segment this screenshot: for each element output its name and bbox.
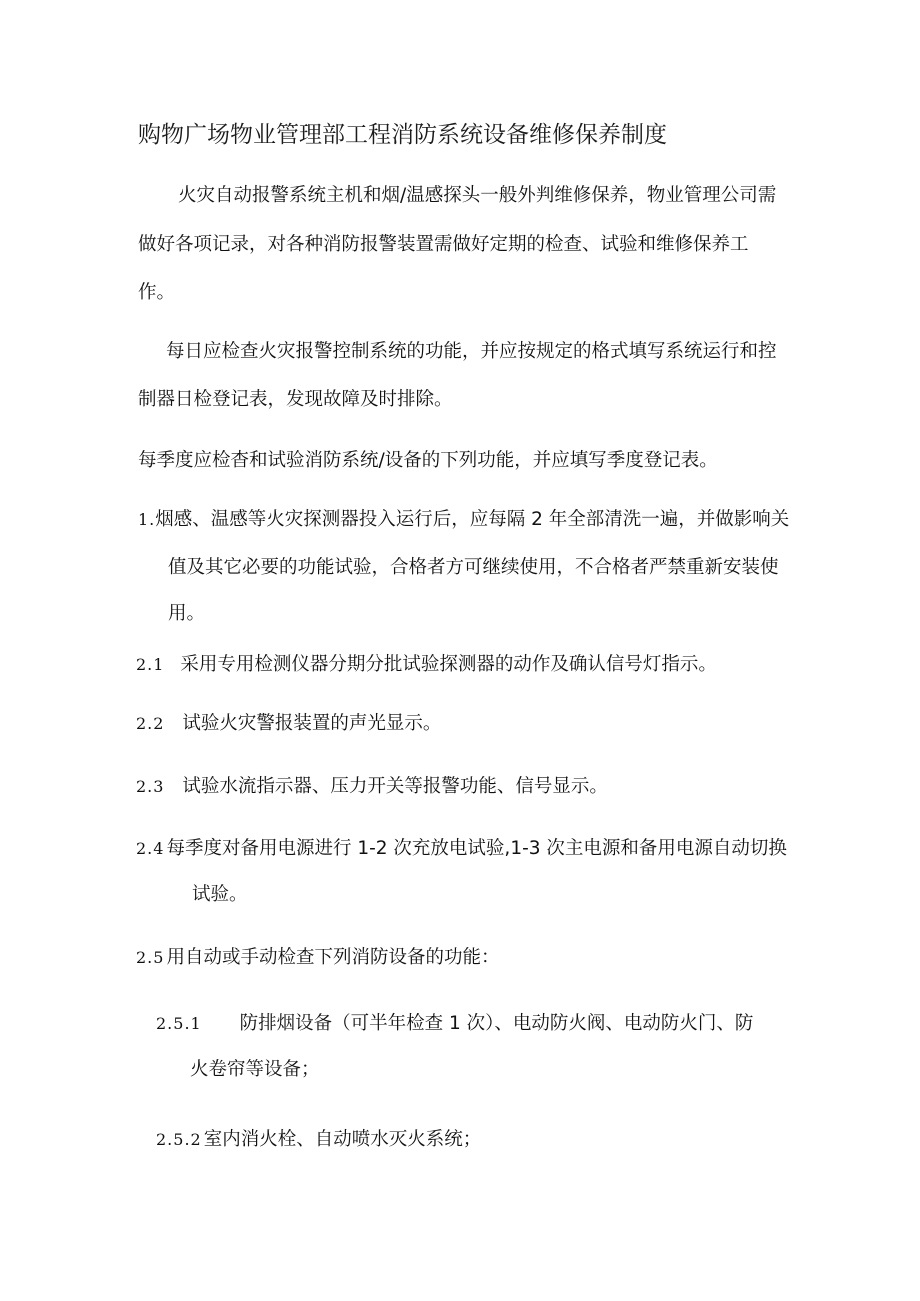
intro-line-2: 做好各项记录，对各种消防报警装置需做好定期的检查、试验和维修保养工 [138, 234, 749, 255]
item-2-2-text: 试验火灾警报装置的声光显示。 [182, 713, 442, 734]
item-1-line-2: 值及其它必要的功能试验，合格者方可继续使用，不合格者严禁重新安装使 [168, 557, 779, 578]
item-2-4-text: 每季度对备用电源进行 1-2 次充放电试验,1-3 次主电源和备用电源自动切换 [166, 838, 787, 859]
item-2-5-1-line-1 [156, 1009, 753, 1039]
document-title: 购物广场物业管理部工程消防系统设备维修保养制度 [138, 122, 667, 148]
intro-line-3: 作。 [138, 282, 176, 303]
daily-line-1: 每日应检查火灾报警控制系统的功能，并应按规定的格式填写系统运行和控 [166, 341, 777, 362]
item-2-5-1-line-2: 火卷帘等设备； [190, 1059, 320, 1080]
item-2-1 [136, 650, 717, 680]
item-2-5-2-number: 2.5.2 [156, 1130, 202, 1149]
item-2-5-2-text: 室内消火栓、自动喷水灭火系统； [203, 1129, 482, 1150]
item-2-5-text: 用自动或手动检查下列消防设备的功能： [166, 947, 500, 968]
item-2-2 [136, 709, 441, 739]
item-2-5-1-text: 防排烟设备（可半年检查 1 次）、电动防火阀、电动防火门、防 [239, 1013, 754, 1034]
item-1-line-3: 用。 [168, 603, 206, 624]
intro-line-1: 火灾自动报警系统主机和烟/温感探头一般外判维修保养，物业管理公司需 [178, 185, 777, 206]
quarterly-intro: 每季度应检杳和试验消防系统/设备的下列功能，并应填写季度登记表。 [138, 450, 718, 471]
item-2-5-2 [156, 1125, 481, 1155]
item-2-4-line-1 [136, 834, 787, 864]
item-2-1-number: 2.1 [136, 655, 165, 674]
item-2-4-number: 2.4 [136, 839, 165, 858]
item-2-3-text: 试验水流指示器、压力开关等报警功能、信号显示。 [182, 776, 608, 797]
item-1-text: 烟感、温感等火灾探测器投入运行后，应每隔 2 年全部清洗一遍，并做影响关 [155, 509, 790, 530]
item-2-5-number: 2.5 [136, 948, 165, 967]
item-1-line-1 [138, 505, 789, 535]
item-2-3-number: 2.3 [136, 777, 165, 796]
item-2-4-line-2: 试验。 [192, 884, 248, 905]
daily-line-2: 制器日检登记表，发现故障及时排除。 [138, 389, 453, 410]
item-2-5 [136, 943, 499, 973]
item-2-1-text: 采用专用检测仪器分期分批试验探测器的动作及确认信号灯指示。 [180, 654, 717, 675]
item-2-3 [136, 772, 608, 802]
item-2-2-number: 2.2 [136, 714, 165, 733]
item-2-5-1-number: 2.5.1 [156, 1014, 202, 1033]
item-1-number: 1. [138, 510, 156, 529]
